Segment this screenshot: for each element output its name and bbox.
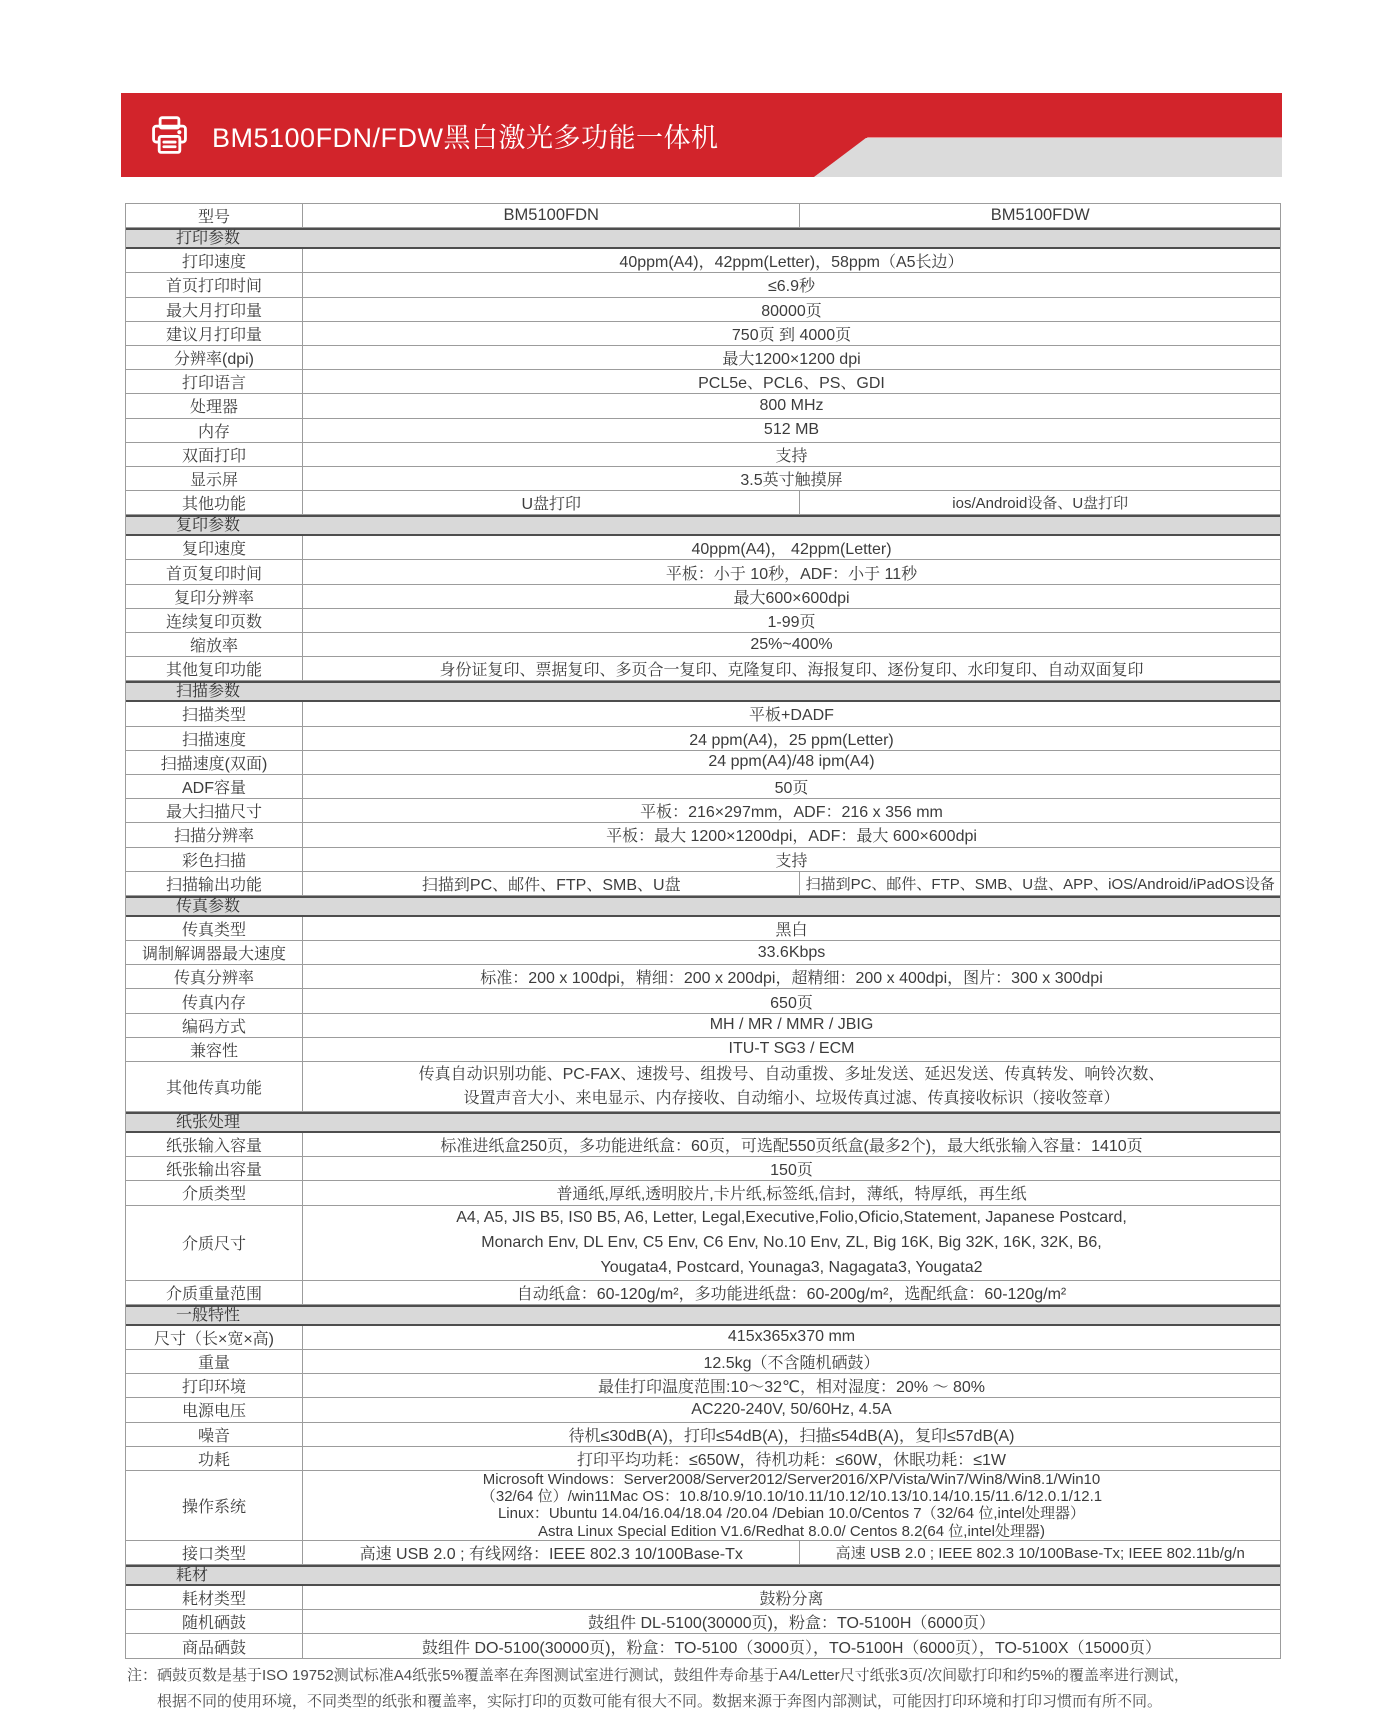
spec-label: 调制解调器最大速度 (126, 941, 303, 964)
spec-value-line: Monarch Env, DL Env, C5 Env, C6 Env, No.10 Env, ZL, Big 16K, Big 32K, 16K, 32K, B6, (481, 1234, 1102, 1252)
spec-label: 复印速度 (126, 536, 303, 559)
spec-label: 双面打印 (126, 443, 303, 466)
spec-label: 扫描速度 (126, 727, 303, 750)
footnote (127, 1663, 1283, 1715)
spec-label: 噪音 (126, 1423, 303, 1446)
printer-icon (147, 113, 192, 158)
spec-label: 传真内存 (126, 989, 303, 1012)
spec-row (126, 346, 1280, 370)
spec-value-fdw: 高速 USB 2.0 ; IEEE 802.3 10/100Base-Tx; IEEE 802.11b/g/n (835, 1544, 1245, 1562)
spec-value: 24 ppm(A4)，25 ppm(Letter) (689, 731, 894, 749)
spec-row (126, 536, 1280, 560)
spec-row (126, 751, 1280, 775)
spec-value-line: A4, A5, JIS B5, IS0 B5, A6, Letter, Legal,Executive,Folio,Oficio,Statement, Japanese Postcard, (456, 1209, 1127, 1227)
spec-row (126, 775, 1280, 799)
section-title: 扫描参数 (176, 683, 241, 701)
spec-row (126, 204, 1280, 228)
section-header (126, 1112, 1280, 1133)
spec-label: 显示屏 (126, 467, 303, 490)
spec-value: 平板：最大 1200×1200dpi，ADF：最大 600×600dpi (606, 828, 977, 846)
spec-row (126, 1281, 1280, 1305)
spec-row (126, 419, 1280, 443)
spec-value: 标准：200 x 100dpi，精细：200 x 200dpi，超精细：200 x 400dpi，图片：300 x 300dpi (480, 970, 1103, 988)
spec-value-line: Yougata4, Postcard, Younaga3, Nagagata3, Yougata2 (600, 1259, 983, 1277)
spec-label: 型号 (126, 204, 303, 227)
spec-label: ADF容量 (126, 775, 303, 798)
spec-row (126, 249, 1280, 273)
section-title: 打印参数 (176, 230, 241, 248)
section-header (126, 1305, 1280, 1326)
footnote-line: 根据不同的使用环境，不同类型的纸张和覆盖率，实际打印的页数可能有很大不同。数据来源于奔图内部测试，可能因打印环境和打印习惯而有所不同。 (157, 1693, 1163, 1710)
section-header (126, 896, 1280, 917)
spec-label: 打印语言 (126, 370, 303, 393)
spec-value: 平板：216×297mm，ADF：216 x 356 mm (640, 804, 943, 822)
spec-value: 650页 (770, 994, 813, 1012)
spec-value-fdw: 扫描到PC、邮件、FTP、SMB、U盘、APP、iOS/Android/iPadOS设备 (805, 875, 1275, 893)
spec-label: 扫描输出功能 (126, 872, 303, 895)
spec-label: 操作系统 (126, 1471, 303, 1540)
section-title: 耗材 (176, 1567, 209, 1585)
spec-value (303, 1062, 1280, 1111)
spec-label: 处理器 (126, 394, 303, 417)
spec-value: 512 MB (763, 421, 820, 439)
spec-label: 扫描类型 (126, 702, 303, 725)
spec-row (126, 727, 1280, 751)
spec-row (126, 1374, 1280, 1398)
spec-value: AC220-240V, 50/60Hz, 4.5A (691, 1400, 892, 1418)
spec-row (126, 1634, 1280, 1658)
spec-value: ITU-T SG3 / ECM (728, 1040, 855, 1058)
spec-row (126, 1586, 1280, 1610)
spec-row (126, 657, 1280, 681)
spec-row (126, 1014, 1280, 1038)
spec-value: 标准进纸盒250页，多功能进纸盒：60页，可选配550页纸盒(最多2个)，最大纸张输入容量：1410页 (440, 1138, 1143, 1156)
spec-row (126, 633, 1280, 657)
spec-label: 随机硒鼓 (126, 1610, 303, 1633)
spec-row (126, 1398, 1280, 1422)
spec-row (126, 370, 1280, 394)
spec-label: 介质重量范围 (126, 1281, 303, 1304)
spec-value: 24 ppm(A4)/48 ipm(A4) (708, 753, 875, 771)
spec-value: 80000页 (761, 302, 822, 320)
section-header (126, 515, 1280, 536)
spec-value-line: Astra Linux Special Edition V1.6/Redhat 8.0.0/ Centos 8.2(64 位,intel处理器) (538, 1522, 1045, 1540)
spec-label: 兼容性 (126, 1038, 303, 1061)
spec-row (126, 298, 1280, 322)
spec-value: 支持 (775, 852, 808, 870)
spec-value: 普通纸,厚纸,透明胶片,卡片纸,标签纸,信封，薄纸，特厚纸，再生纸 (556, 1186, 1027, 1204)
spec-label: 功耗 (126, 1447, 303, 1470)
spec-value: 33.6Kbps (757, 943, 826, 961)
spec-value: 750页 到 4000页 (731, 326, 852, 344)
spec-value-fdw: ios/Android设备、U盘打印 (952, 495, 1129, 513)
spec-row (126, 609, 1280, 633)
spec-value: 最大600×600dpi (733, 589, 850, 607)
spec-value-line: Microsoft Windows：Server2008/Server2012/Server2016/XP/Vista/Win7/Win8/Win8.1/Win10 (482, 1470, 1101, 1488)
spec-label: 扫描分辨率 (126, 823, 303, 846)
spec-row (126, 941, 1280, 965)
spec-label: 首页复印时间 (126, 560, 303, 583)
spec-value: 最大1200×1200 dpi (722, 351, 861, 369)
spec-row (126, 823, 1280, 847)
spec-row (126, 1610, 1280, 1634)
spec-value: 身份证复印、票据复印、多页合一复印、克隆复印、海报复印、逐份复印、水印复印、自动双面复印 (439, 662, 1144, 680)
spec-row (126, 702, 1280, 726)
spec-value (303, 1206, 1280, 1280)
spec-row (126, 322, 1280, 346)
spec-value: 40ppm(A4)，42ppm(Letter)，58ppm（A5长边） (619, 254, 964, 272)
spec-value: 25%~400% (750, 635, 833, 653)
spec-value: 自动纸盒：60-120g/m²，多功能进纸盘：60-200g/m²，选配纸盒：60-120g/m² (516, 1285, 1067, 1303)
spec-label: 其他功能 (126, 491, 303, 514)
page-title: BM5100FDN/FDW黑白激光多功能一体机 (212, 122, 719, 153)
spec-label: 传真类型 (126, 917, 303, 940)
section-header (126, 1565, 1280, 1586)
spec-label: 复印分辨率 (126, 585, 303, 608)
spec-value-fdn: 高速 USB 2.0 ; 有线网络：IEEE 802.3 10/100Base-Tx (303, 1541, 800, 1564)
spec-value: 支持 (775, 447, 808, 465)
spec-value: 鼓粉分离 (759, 1591, 824, 1609)
spec-row (126, 1038, 1280, 1062)
spec-label: 其他复印功能 (126, 657, 303, 680)
spec-label: 打印环境 (126, 1374, 303, 1397)
spec-row (126, 394, 1280, 418)
footnote-prefix: 注： (127, 1667, 158, 1684)
spec-row (126, 1541, 1280, 1565)
spec-value: 12.5kg（不含随机硒鼓） (703, 1355, 880, 1373)
spec-value: 1-99页 (767, 613, 816, 631)
spec-row (126, 1206, 1280, 1281)
banner-gray-ribbon (814, 138, 1282, 177)
spec-value: 50页 (774, 780, 809, 798)
spec-label: 其他传真功能 (126, 1062, 303, 1111)
spec-label: 打印速度 (126, 249, 303, 272)
spec-label: 彩色扫描 (126, 848, 303, 871)
spec-row (126, 965, 1280, 989)
section-title: 传真参数 (176, 897, 241, 915)
spec-label: 首页打印时间 (126, 273, 303, 296)
footnote-line: 硒鼓页数是基于ISO 19752测试标准A4纸张5%覆盖率在奔图测试室进行测试，鼓组件寿命基于A4/Letter尺寸纸张3页/次间歇打印和约5%的覆盖率进行测试， (157, 1667, 1189, 1684)
spec-value-line: 传真自动识别功能、PC-FAX、速拨号、组拨号、自动重拨、多址发送、延迟发送、传真转发、响铃次数、 (418, 1065, 1165, 1083)
spec-row (126, 1326, 1280, 1350)
spec-label: 最大月打印量 (126, 298, 303, 321)
spec-value: 40ppm(A4)， 42ppm(Letter) (691, 541, 892, 559)
spec-value: 平板：小于 10秒，ADF：小于 11秒 (665, 565, 918, 583)
spec-value-fdw: BM5100FDW (990, 206, 1090, 225)
spec-value: 平板+DADF (749, 707, 834, 725)
spec-label: 纸张输入容量 (126, 1133, 303, 1156)
section-title: 一般特性 (176, 1306, 241, 1324)
section-title: 纸张处理 (176, 1114, 241, 1131)
spec-label: 连续复印页数 (126, 609, 303, 632)
spec-row (126, 1181, 1280, 1205)
spec-value: 3.5英寸触摸屏 (740, 471, 843, 489)
title-banner (121, 93, 1282, 177)
spec-row (126, 1471, 1280, 1541)
spec-value-line: Linux：Ubuntu 14.04/16.04/18.04 /20.04 /Debian 10.0/Centos 7（32/64 位,intel处理器） (497, 1505, 1086, 1523)
spec-label: 重量 (126, 1350, 303, 1373)
spec-label: 尺寸（长×宽×高) (126, 1326, 303, 1349)
spec-label: 接口类型 (126, 1541, 303, 1564)
spec-value-fdn: 扫描到PC、邮件、FTP、SMB、U盘 (303, 872, 800, 895)
spec-label: 分辨率(dpi) (126, 346, 303, 369)
spec-row (126, 467, 1280, 491)
spec-row (126, 848, 1280, 872)
spec-label: 编码方式 (126, 1014, 303, 1037)
spec-label: 内存 (126, 419, 303, 442)
spec-value: MH / MR / MMR / JBIG (709, 1016, 874, 1034)
spec-value: 鼓组件 DO-5100(30000页)，粉盒：TO-5100（3000页），TO-5100H（6000页），TO-5100X（15000页） (422, 1639, 1161, 1657)
spec-row (126, 585, 1280, 609)
spec-value: 800 MHz (759, 396, 824, 414)
section-header (126, 681, 1280, 702)
spec-row (126, 1350, 1280, 1374)
spec-value (303, 1471, 1280, 1540)
section-header (126, 228, 1280, 249)
spec-label: 扫描速度(双面) (126, 751, 303, 774)
spec-value-fdn: U盘打印 (303, 491, 800, 514)
spec-label: 介质类型 (126, 1181, 303, 1204)
spec-row (126, 872, 1280, 896)
spec-label: 介质尺寸 (126, 1206, 303, 1280)
spec-label: 耗材类型 (126, 1586, 303, 1609)
spec-label: 建议月打印量 (126, 322, 303, 345)
spec-row (126, 989, 1280, 1013)
spec-row (126, 273, 1280, 297)
spec-value: 最佳打印温度范围:10～32℃，相对湿度：20% ～ 80% (598, 1379, 985, 1397)
spec-label: 最大扫描尺寸 (126, 799, 303, 822)
spec-label: 商品硒鼓 (126, 1634, 303, 1657)
spec-value: 打印平均功耗：≤650W，待机功耗：≤60W，休眠功耗：≤1W (576, 1451, 1007, 1469)
section-title: 复印参数 (176, 517, 241, 535)
spec-value: PCL5e、PCL6、PS、GDI (698, 375, 885, 393)
spec-row (126, 1423, 1280, 1447)
spec-value: ≤6.9秒 (767, 278, 816, 296)
spec-row (126, 1447, 1280, 1471)
spec-value: 待机≤30dB(A)，打印≤54dB(A)，扫描≤54dB(A)，复印≤57dB(A) (568, 1427, 1015, 1445)
spec-row (126, 1133, 1280, 1157)
spec-label: 电源电压 (126, 1398, 303, 1421)
spec-value: 黑白 (775, 921, 808, 939)
spec-value: 150页 (770, 1162, 813, 1180)
spec-value-fdn: BM5100FDN (303, 204, 800, 227)
spec-label: 缩放率 (126, 633, 303, 656)
spec-row (126, 1062, 1280, 1112)
spec-label: 传真分辨率 (126, 965, 303, 988)
spec-row (126, 917, 1280, 941)
spec-value-line: （32/64 位）/win11Mac OS：10.8/10.9/10.10/10.11/10.12/10.13/10.14/10.15/11.6/12.0.1/12.1 (480, 1488, 1103, 1506)
spec-value: 415x365x370 mm (727, 1328, 856, 1346)
spec-row (126, 1157, 1280, 1181)
spec-value-line: 设置声音大小、来电显示、内存接收、自动缩小、垃圾传真过滤、传真接收标识（接收签章） (463, 1089, 1120, 1107)
spec-value: 鼓组件 DL-5100(30000页)，粉盒：TO-5100H（6000页） (588, 1615, 995, 1633)
spec-label: 纸张输出容量 (126, 1157, 303, 1180)
footnote-text (157, 1663, 1283, 1715)
spec-row (126, 560, 1280, 584)
spec-row (126, 799, 1280, 823)
spec-row (126, 443, 1280, 467)
spec-row (126, 491, 1280, 515)
spec-table (125, 203, 1281, 1659)
